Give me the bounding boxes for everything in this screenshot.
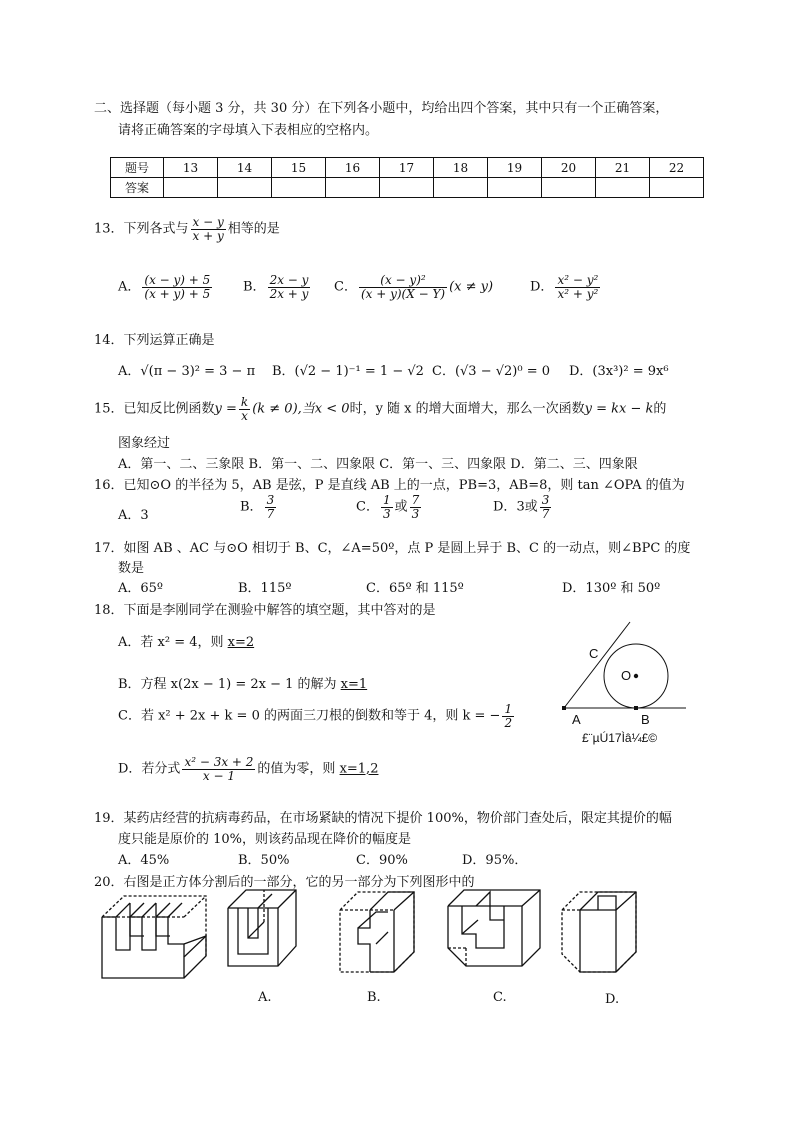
fraction-numerator: 7 <box>411 493 420 507</box>
fraction-numerator: x² − y² <box>557 273 599 287</box>
answer-table-header-row <box>111 158 704 178</box>
fraction-denominator: x <box>241 408 248 423</box>
q15-stem-cond: (k ≠ 0),当 <box>252 401 315 417</box>
table-number-cell: 16 <box>326 158 380 178</box>
option-answer: x=1 <box>340 677 368 692</box>
q20-label-c: C. <box>493 990 507 1005</box>
fig-label-o: O <box>621 668 632 683</box>
q17-option-b: B．115º <box>238 581 292 596</box>
q19-option-d: D．95%． <box>462 853 528 868</box>
q19-option-a: A．45% <box>118 853 170 868</box>
option-fraction <box>359 274 447 300</box>
q17-figure <box>556 618 696 748</box>
q15-stem <box>94 396 666 422</box>
q20-label-d: D. <box>605 992 620 1007</box>
option-letter: B． <box>240 499 263 515</box>
option-prefix: 3或 <box>516 499 538 515</box>
q18-option-a <box>118 631 254 650</box>
option-letter: C． <box>356 499 379 515</box>
option-fraction <box>381 494 393 520</box>
fraction-numerator: 2x − y <box>269 273 309 287</box>
fraction-numerator: (x − y) + 5 <box>144 273 211 287</box>
answer-table-answer-row <box>111 178 704 198</box>
answer-cell[interactable] <box>434 178 488 198</box>
q15-stem-text: 15．已知反比例函数 <box>94 401 215 417</box>
fraction-denominator: 2 <box>504 715 513 730</box>
q16-option-c <box>356 494 423 520</box>
option-fraction <box>502 703 514 729</box>
q14-option-b: B．(√2 − 1)⁻¹ = 1 − √2 <box>272 364 424 379</box>
option-text: B．方程 x(2x − 1) = 2x − 1 的解为 <box>118 677 341 692</box>
fraction-denominator: 2x + y <box>269 286 309 301</box>
q19-option-b: B．50% <box>238 853 290 868</box>
option-fraction <box>265 494 277 520</box>
q19-line2: 度只能是原价的 10%，则该药品现在降价的幅度是 <box>118 832 412 847</box>
fraction-numerator: x − y <box>192 215 224 229</box>
option-fraction <box>410 494 422 520</box>
line-ac <box>564 622 630 708</box>
fig-caption: £¨µÚ17Ìâ¼£© <box>582 731 658 745</box>
fraction-denominator: 7 <box>541 506 550 521</box>
section-title-line2: 请将正确答案的字母填入下表相应的空格内。 <box>118 123 379 138</box>
q20-stem: 20．右图是正方体分割后的一部分，它的另一部分为下列图形中的 <box>94 875 475 890</box>
q13-stem <box>94 216 280 242</box>
q19-option-c: C．90% <box>356 853 408 868</box>
q16-option-b <box>240 494 278 520</box>
answer-table <box>110 157 704 198</box>
option-answer: x=2 <box>227 635 255 650</box>
table-number-cell: 18 <box>434 158 488 178</box>
q20-label-a: A. <box>258 990 272 1005</box>
option-answer: x=1,2 <box>339 761 379 777</box>
q15-line2: 图象经过 <box>118 436 171 451</box>
q14-stem: 14．下列运算正确是 <box>94 333 215 348</box>
option-letter: A． <box>118 279 141 295</box>
fig-label-b: B <box>641 712 650 727</box>
answer-cell[interactable] <box>326 178 380 198</box>
q19-line1: 19．某药店经营的抗病毒药品，在市场紧缺的情况下提价 100%，物价部门查处后，限定其提价的幅 <box>94 811 672 826</box>
q20-main-figure <box>98 890 214 986</box>
q15-fraction <box>239 396 250 422</box>
option-fraction <box>142 274 212 300</box>
answer-cell[interactable] <box>488 178 542 198</box>
q13-option-a <box>118 274 214 300</box>
fraction-numerator: 3 <box>266 493 275 507</box>
q17-option-d: D．130º 和 50º <box>562 581 661 596</box>
q20-option-c-figure <box>444 886 544 978</box>
answer-cell[interactable] <box>596 178 650 198</box>
fraction-denominator: (x + y) + 5 <box>144 286 211 301</box>
fraction-numerator: (x − y)² <box>359 274 447 288</box>
fraction-denominator: 3 <box>382 506 391 521</box>
option-text: A．若 x² = 4，则 <box>118 635 228 650</box>
q15-linear: y = kx − k <box>584 401 654 417</box>
answer-cell[interactable] <box>218 178 272 198</box>
q17-option-c: C．65º 和 115º <box>366 581 464 596</box>
fraction-numerator: k <box>240 395 249 409</box>
q13-stem-end: 相等的是 <box>227 221 280 237</box>
option-text-mid: 的值为零，则 <box>257 761 340 777</box>
option-text: C．若 x² + 2x + k = 0 的两面三刀根的倒数和等于 4，则 k = − <box>118 708 501 724</box>
q13-option-c <box>334 274 493 300</box>
q18-option-b <box>118 673 367 692</box>
option-fraction <box>182 756 255 782</box>
q15-stem-x: x < 0 <box>314 401 350 417</box>
table-number-cell: 19 <box>488 158 542 178</box>
q15-stem-end: 的 <box>653 401 667 417</box>
fraction-numerator: 1 <box>504 702 513 716</box>
q13-stem-text: 13．下列各式与 <box>94 221 189 237</box>
table-number-cell: 15 <box>272 158 326 178</box>
section-title-line1: 二、选择题（每小题 3 分，共 30 分）在下列各小题中，均给出四个答案，其中只有一个正确答案， <box>94 101 669 116</box>
answer-cell[interactable] <box>272 178 326 198</box>
option-fraction <box>268 274 311 300</box>
q20-option-a-figure <box>224 886 298 978</box>
q14-option-a: A．√(π − 3)² = 3 − π <box>118 364 256 379</box>
option-fraction <box>540 494 552 520</box>
option-letter: D． <box>493 499 517 515</box>
table-answer-label: 答案 <box>111 178 164 198</box>
answer-cell[interactable] <box>164 178 218 198</box>
answer-cell[interactable] <box>542 178 596 198</box>
q15-options: A．第一、二、三象限 B．第一、二、四象限 C．第一、三、四象限 D．第二、三、四象限 <box>118 457 638 472</box>
answer-cell[interactable] <box>650 178 704 198</box>
q16-option-d <box>493 494 553 520</box>
q20-option-b-figure <box>336 888 418 980</box>
table-number-cell: 21 <box>596 158 650 178</box>
q17-option-a: A．65º <box>118 581 164 596</box>
q20-label-b: B. <box>367 990 381 1005</box>
q17-stem: 17．如图 AB 、AC 与⊙O 相切于 B、C，∠A=50º，点 P 是圆上异于 B、C 的一动点，则∠BPC 的度 <box>94 541 691 556</box>
q13-option-b <box>243 274 312 300</box>
point-b <box>634 706 638 710</box>
option-letter: C． <box>334 279 357 295</box>
fraction-denominator: 7 <box>266 506 275 521</box>
fraction-numerator: 3 <box>541 493 550 507</box>
q17-line2: 数是 <box>118 561 145 576</box>
option-letter: D． <box>530 279 554 295</box>
table-number-cell: 20 <box>542 158 596 178</box>
fraction-numerator: 1 <box>382 493 391 507</box>
q14-option-d: D．(3x³)² = 9x⁶ <box>569 364 669 379</box>
q13-fraction <box>191 216 226 242</box>
table-number-cell: 13 <box>164 158 218 178</box>
fig-label-c: C <box>589 646 599 661</box>
fraction-denominator: (x + y)(X − Y) <box>360 286 446 301</box>
q20-option-d-figure <box>558 888 640 980</box>
fraction-denominator: x − 1 <box>202 768 235 783</box>
table-header-label: 题号 <box>111 158 164 178</box>
fraction-denominator: x + y <box>192 228 224 243</box>
option-or: 或 <box>394 499 408 515</box>
q15-y-eq: y = <box>214 401 237 417</box>
answer-cell[interactable] <box>380 178 434 198</box>
option-letter: B． <box>243 279 266 295</box>
fraction-denominator: 3 <box>411 506 420 521</box>
q13-option-d <box>530 274 602 300</box>
option-condition: (x ≠ y) <box>449 279 494 295</box>
option-fraction <box>555 274 600 300</box>
fraction-numerator: x² − 3x + 2 <box>184 755 254 769</box>
q18-stem: 18．下面是李刚同学在测验中解答的填空题，其中答对的是 <box>94 603 436 618</box>
q16-stem: 16．已知⊙O 的半径为 5，AB 是弦，P 是直线 AB 上的一点，PB=3，AB=8，则 tan ∠OPA 的值为 <box>94 478 685 493</box>
q14-option-c: C．(√3 − √2)⁰ = 0 <box>432 364 550 379</box>
fraction-denominator: x² + y² <box>557 286 599 301</box>
point-a <box>562 706 566 710</box>
q16-option-a: A．3 <box>118 508 149 523</box>
q18-option-c <box>118 703 516 729</box>
center-dot <box>634 674 638 678</box>
q18-option-d <box>118 756 378 782</box>
q15-stem-text2: 时，y 随 x 的增大面增大，那么一次函数 <box>349 401 585 417</box>
table-number-cell: 22 <box>650 158 704 178</box>
fig-label-a: A <box>572 712 581 727</box>
table-number-cell: 17 <box>380 158 434 178</box>
table-number-cell: 14 <box>218 158 272 178</box>
option-text: D．若分式 <box>118 761 181 777</box>
